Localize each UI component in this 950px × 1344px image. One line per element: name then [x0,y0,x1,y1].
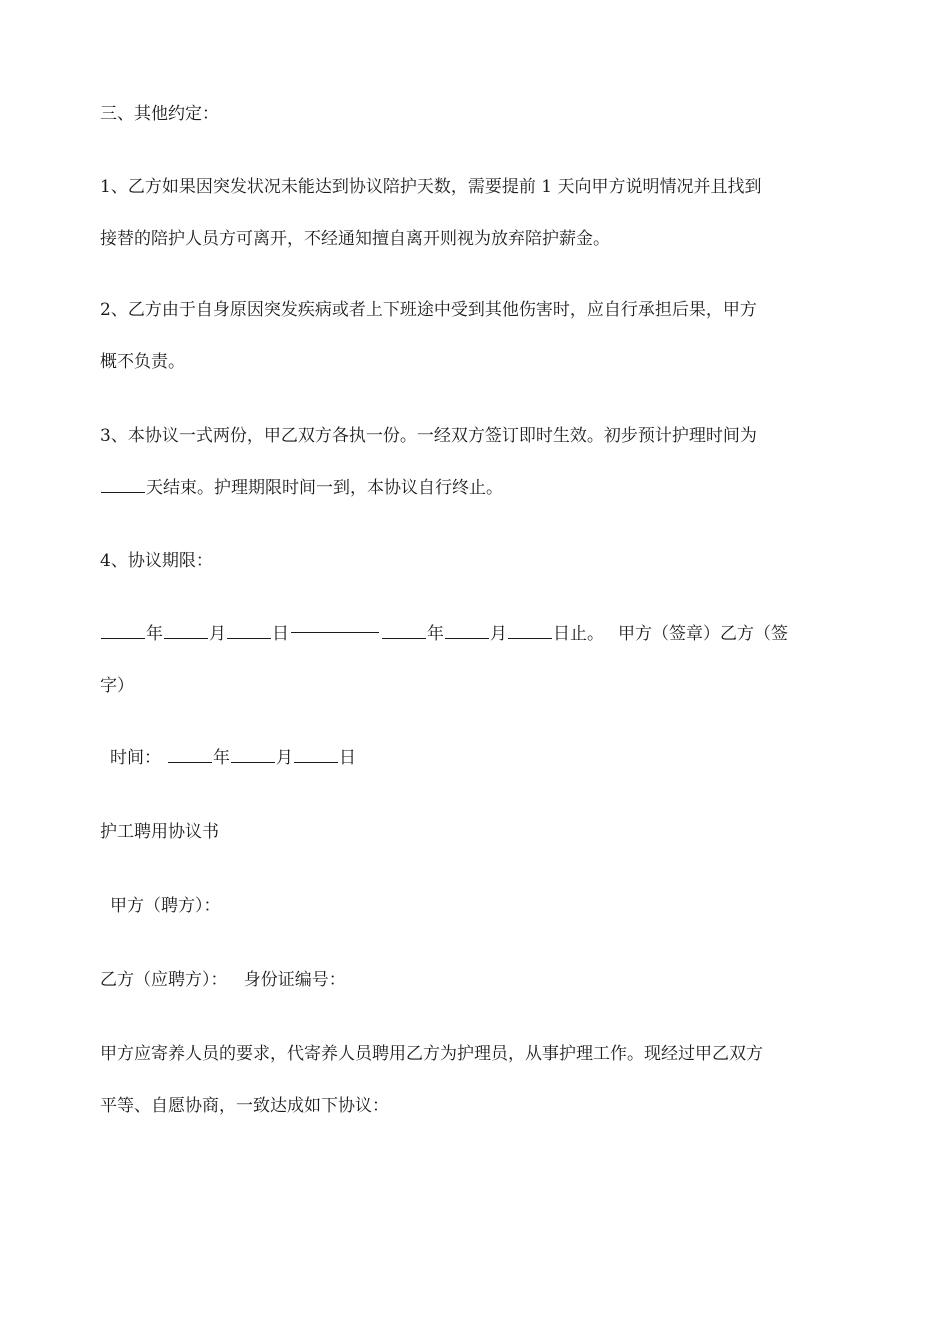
year-label: 年 [213,748,230,768]
party-b-line: 乙方（应聘方）： 身份证编号： [100,970,346,990]
clause-3-tail: 天结束。护理期限时间一到，本协议自行终止。 [146,478,503,498]
blank-start-month [164,637,208,639]
time-line [110,746,870,770]
signature-labels-cont: 字） [100,676,134,696]
blank-end-day [508,637,552,639]
end-day-label: 日止。 [553,624,604,644]
time-label: 时间： [110,748,161,768]
clause-4-heading: 4、协议期限： [100,551,213,571]
range-dash [291,632,379,633]
month-label: 月 [209,624,226,644]
blank-days [101,491,145,493]
year-label: 年 [427,624,444,644]
blank-time-day [294,761,338,763]
signature-labels: 甲方（签章）乙方（签 [618,624,788,644]
clause-2-line-2: 概不负责。 [100,352,185,372]
blank-end-year [382,637,426,639]
month-label: 月 [276,748,293,768]
clause-1-line-1: 1、乙方如果因突发状况未能达到协议陪护天数，需要提前 1 天向甲方说明情况并且找到 [100,177,762,197]
year-label: 年 [146,624,163,644]
term-dates-line [100,622,860,646]
clause-1-line-2: 接替的陪护人员方可离开，不经通知擅自离开则视为放弃陪护薪金。 [100,229,610,249]
party-a-line: 甲方（聘方）： [110,896,221,916]
blank-time-year [168,761,212,763]
document-title: 护工聘用协议书 [100,822,219,842]
blank-time-month [231,761,275,763]
clause-3-line-1: 3、本协议一式两份，甲乙双方各执一份。一经双方签订即时生效。初步预计护理时间为 [100,426,757,446]
month-label: 月 [490,624,507,644]
blank-end-month [445,637,489,639]
preamble-line-2: 平等、自愿协商，一致达成如下协议： [100,1096,389,1116]
clause-3-line-2 [100,476,860,500]
clause-2-line-1: 2、乙方由于自身原因突发疾病或者上下班途中受到其他伤害时，应自行承担后果，甲方 [100,300,757,320]
blank-start-day [227,637,271,639]
blank-start-year [101,637,145,639]
day-label: 日 [272,624,289,644]
preamble-line-1: 甲方应寄养人员的要求，代寄养人员聘用乙方为护理员，从事护理工作。现经过甲乙双方 [100,1044,763,1064]
section-heading-other-terms: 三、其他约定： [100,104,219,124]
day-label: 日 [339,748,356,768]
